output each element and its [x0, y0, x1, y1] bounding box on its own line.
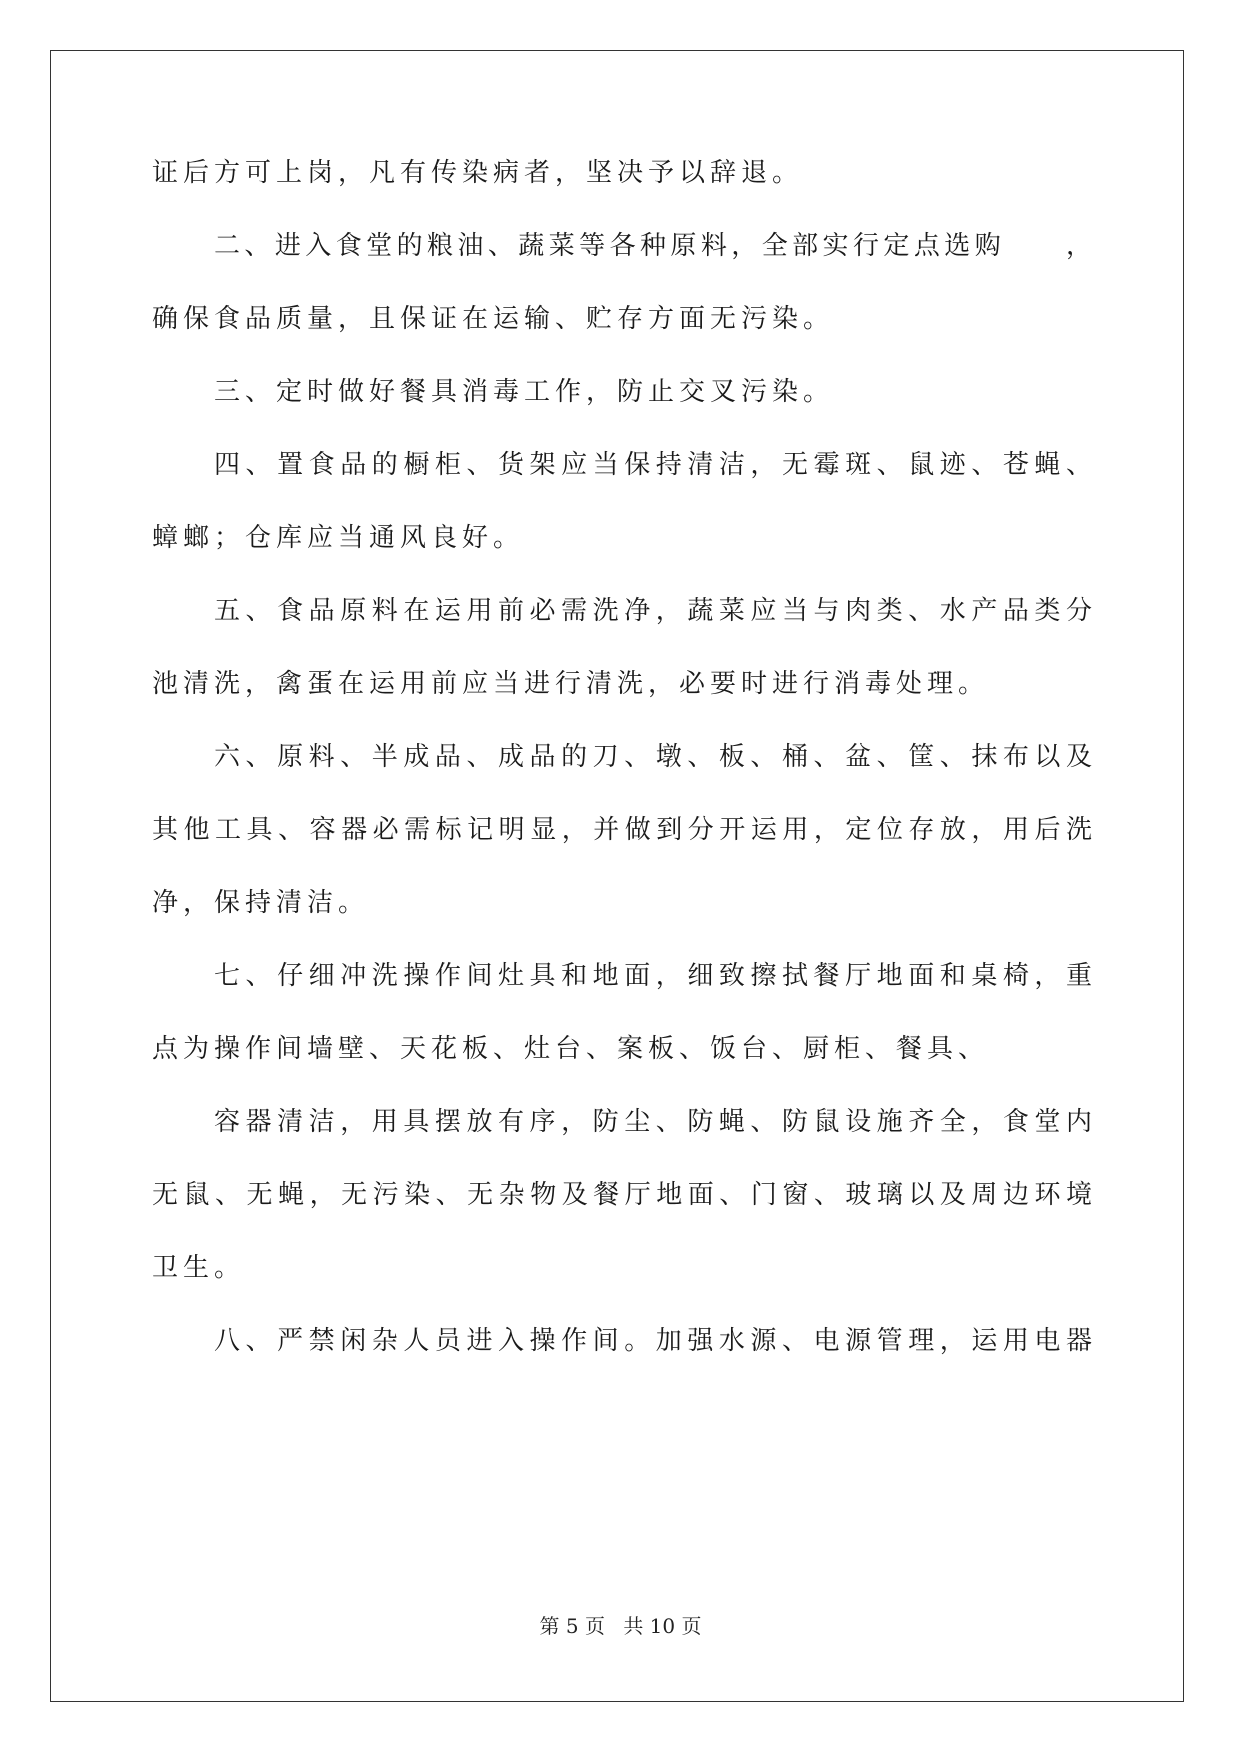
- text-line: 四、置食品的橱柜、货架应当保持清洁，无霉斑、鼠迹、苍蝇、: [214, 450, 1092, 480]
- text-line: 六、原料、半成品、成品的刀、墩、板、桶、盆、筐、抹布以及: [214, 742, 1092, 772]
- text-line: 蟑螂；仓库应当通风良好。: [152, 523, 525, 553]
- text-line: 确保食品质量，且保证在运输、贮存方面无污染。: [152, 304, 835, 334]
- text-line: 其他工具、容器必需标记明显，并做到分开运用，定位存放，用后洗: [152, 815, 1092, 845]
- page-number: 第 5 页: [539, 1614, 605, 1638]
- text-line: 容器清洁，用具摆放有序，防尘、防蝇、防鼠设施齐全，食堂内: [214, 1107, 1092, 1137]
- text-line: 卫生。: [152, 1253, 246, 1283]
- page-border: [50, 50, 1184, 1702]
- text-line: 净，保持清洁。: [152, 888, 370, 918]
- text-line: 三、定时做好餐具消毒工作，防止交叉污染。: [214, 377, 835, 407]
- text-line: 池清洗，禽蛋在运用前应当进行清洗，必要时进行消毒处理。: [152, 669, 990, 699]
- text-line: 点为操作间墙壁、天花板、灶台、案板、饭台、厨柜、餐具、: [152, 1034, 990, 1064]
- text-line: 五、食品原料在运用前必需洗净，蔬菜应当与肉类、水产品类分: [214, 596, 1092, 626]
- text-line: 证后方可上岗，凡有传染病者，坚决予以辞退。: [152, 158, 804, 188]
- page-footer: [0, 1614, 1241, 1638]
- text-line: 无鼠、无蝇，无污染、无杂物及餐厅地面、门窗、玻璃以及周边环境: [152, 1180, 1092, 1210]
- text-line: 八、严禁闲杂人员进入操作间。加强水源、电源管理，运用电器: [214, 1326, 1092, 1356]
- text-line: 七、仔细冲洗操作间灶具和地面，细致擦拭餐厅地面和桌椅，重: [214, 961, 1092, 991]
- page-total: 共 10 页: [623, 1614, 702, 1638]
- text-line: 二、进入食堂的粮油、蔬菜等各种原料，全部实行定点选购 ，: [214, 231, 1092, 261]
